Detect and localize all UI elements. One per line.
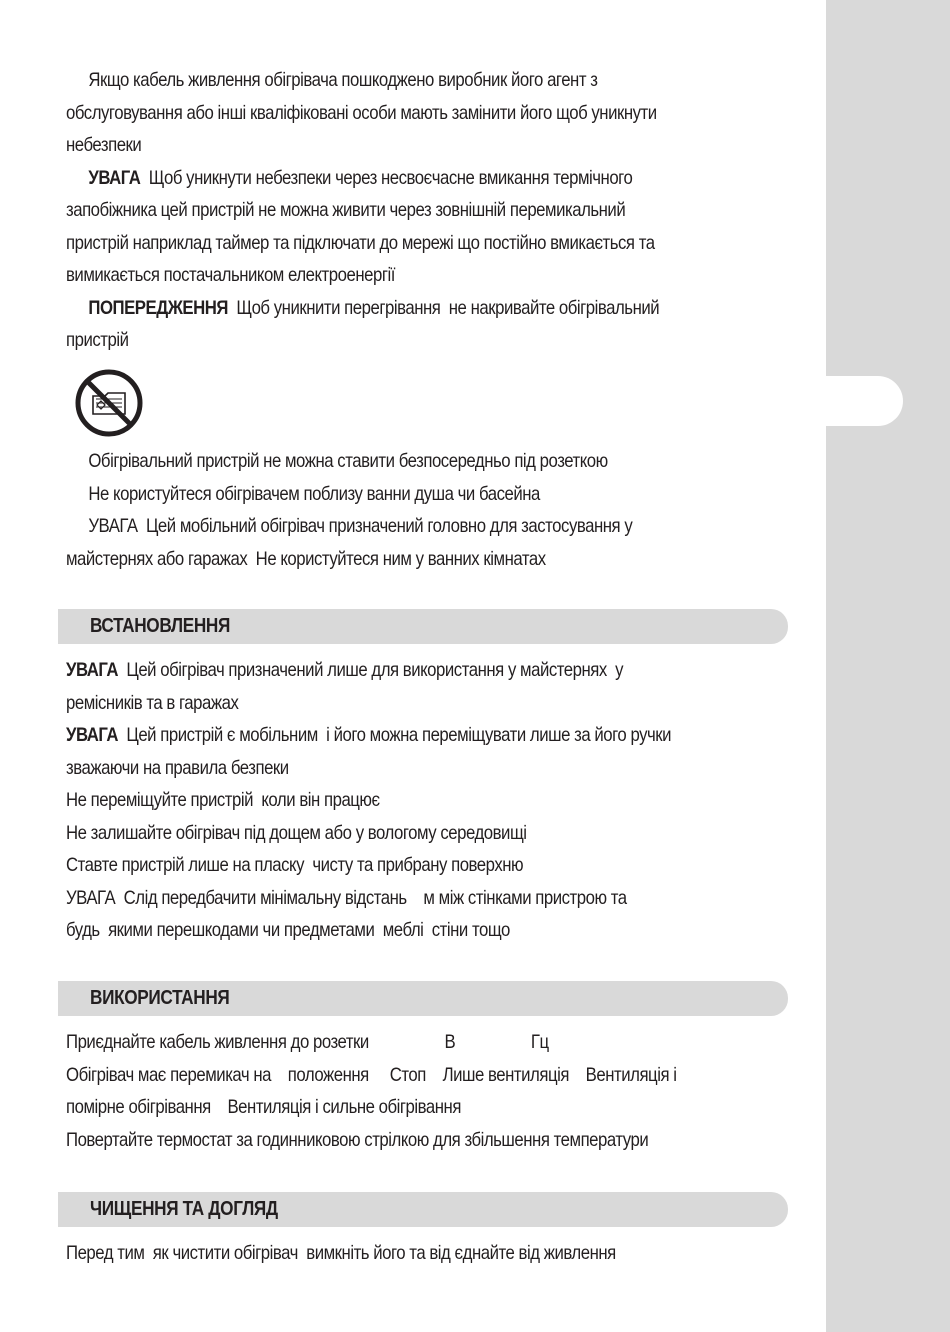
warning-line bbox=[66, 719, 794, 752]
warning-label: УВАГА bbox=[66, 659, 119, 681]
installation-section bbox=[66, 654, 796, 947]
note-line: майстернях або гаражах Не користуйтеся ним у ванних кімнатах bbox=[66, 547, 546, 570]
cleaning-section bbox=[66, 1237, 796, 1270]
warning-text: Щоб уникнути небезпеки через несвоєчасне вмикання термічного bbox=[140, 166, 633, 189]
section-header-usage bbox=[58, 981, 788, 1016]
cleaning-line: Перед тим як чистити обігрівач вимкніть його та від єднайте від живлення bbox=[66, 1242, 616, 1264]
note-line: Обігрівальний пристрій не можна ставити безпосередньо під розеткою bbox=[88, 450, 608, 472]
installation-line: будь якими перешкодами чи предметами меблі стіни тощо bbox=[66, 919, 510, 941]
usage-line bbox=[66, 1026, 794, 1059]
warning-line bbox=[66, 654, 794, 687]
warning-line bbox=[66, 162, 817, 195]
placement-notes bbox=[66, 445, 796, 575]
warning-text: Цей обігрівач призначений лише для використання у майстернях у bbox=[118, 659, 624, 681]
voltage-unit: В bbox=[444, 1031, 456, 1053]
caution-label: ПОПЕРЕДЖЕННЯ bbox=[88, 296, 228, 319]
installation-line: зважаючи на правила безпеки bbox=[66, 756, 289, 779]
note-line: Не користуйтеся обігрівачем поблизу ванни душа чи басейна bbox=[88, 482, 540, 505]
frequency-unit: Гц bbox=[530, 1031, 549, 1053]
installation-line: Не залишайте обігрівач під дощем або у вологому середовищі bbox=[66, 821, 527, 844]
usage-line: помірне обігрівання Вентиляція і сильне обігрівання bbox=[66, 1096, 461, 1118]
safety-line: запобіжника цей пристрій не можна живити через зовнішній перемикальний bbox=[66, 199, 626, 221]
side-strip bbox=[826, 0, 950, 1332]
caution-line bbox=[66, 292, 817, 325]
do-not-cover-icon bbox=[74, 368, 144, 438]
side-tab bbox=[826, 376, 903, 426]
installation-line: ремісників та в гаражах bbox=[66, 691, 239, 714]
safety-line: пристрій наприклад таймер та підключати до мережі що постійно вмикається та bbox=[66, 231, 655, 254]
section-title: ЧИЩЕННЯ ТА ДОГЛЯД bbox=[90, 1198, 278, 1220]
usage-line: Повертайте термостат за годинниковою стрілкою для збільшення температури bbox=[66, 1128, 649, 1151]
safety-line: обслуговування або інші кваліфіковані особи мають замінити його щоб уникнути bbox=[66, 101, 657, 124]
safety-line: Якщо кабель живлення обігрівача пошкоджено виробник його агент з bbox=[88, 69, 598, 91]
warning-label: УВАГА bbox=[66, 724, 119, 746]
note-line: УВАГА Цей мобільний обігрівач призначений головно для застосування у bbox=[88, 515, 633, 537]
warning-text: Цей пристрій є мобільним і його можна переміщувати лише за його ручки bbox=[118, 724, 672, 746]
section-header-installation bbox=[58, 609, 788, 644]
safety-line: пристрій bbox=[66, 329, 129, 351]
usage-section bbox=[66, 1026, 796, 1156]
installation-line: УВАГА Слід передбачити мінімальну відстань м між стінками пристрою та bbox=[66, 886, 627, 909]
section-title: ВИКОРИСТАННЯ bbox=[90, 987, 230, 1009]
installation-line: Ставте пристрій лише на пласку чисту та прибрану поверхню bbox=[66, 854, 524, 876]
warning-label: УВАГА bbox=[88, 166, 141, 189]
safety-line: вимикається постачальником електроенергії bbox=[66, 264, 395, 286]
caution-text: Щоб уникнити перегрівання не накривайте обігрівальний bbox=[227, 296, 660, 319]
section-title: ВСТАНОВЛЕННЯ bbox=[90, 615, 231, 637]
safety-line: небезпеки bbox=[66, 134, 142, 156]
usage-line: Обігрівач має перемикач на положення Стоп Лише вентиляція Вентиляція і bbox=[66, 1063, 677, 1086]
installation-line: Не переміщуйте пристрій коли він працює bbox=[66, 789, 380, 811]
section-header-cleaning bbox=[58, 1192, 788, 1227]
usage-text: Приєднайте кабель живлення до розетки bbox=[66, 1031, 369, 1053]
safety-section bbox=[66, 64, 796, 357]
